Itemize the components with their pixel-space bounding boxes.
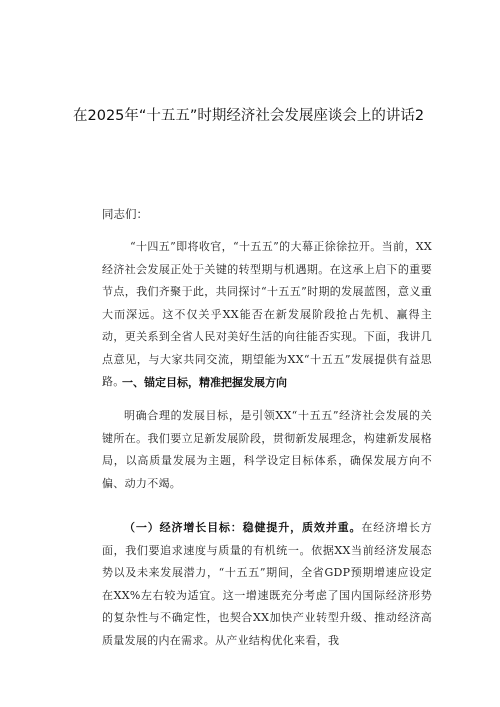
paragraph-economic-growth — [102, 517, 432, 652]
paragraph-goals: 明确合理的发展目标，是引领XX“十五五”经济社会发展的关键所在。我们要立足新发展阶段，贯彻新发展理念，构建新发展格局，以高质量发展为主题，科学设定目标体系，确保发展方向不偏、动力不竭。 — [102, 409, 432, 490]
document-title: 在2025年“十五五”时期经济社会发展座谈会上的讲话2 — [73, 108, 425, 124]
salutation: 同志们： — [102, 207, 148, 221]
paragraph-intro: “十四五”即将收官，“十五五”的大幕正徐徐拉开。当前，XX经济社会发展正处于关键的转型期与机遇期。在这承上启下的重要节点，我们齐聚于此，共同探讨“十五五”时期的发展蓝图，意义重大而深远。这不仅关乎XX能否在新发展阶段抢占先机、赢得主动，更关系到全省人民对美好生活的向往能否实现。下面，我讲几点意见，与大家共同交流，期望能为XX“十五五”发展提供有益思路。 — [102, 240, 432, 388]
subheading-economic-growth: （一）经济增长目标：稳健提升，质效并重。 — [124, 521, 362, 534]
paragraph-economic-growth-text: 在经济增长方面，我们要追求速度与质量的有机统一。依据XX当前经济发展态势以及未来发展潜力，“十五五”期间，全省GDP预期增速应设定在XX%左右较为适宜。这一增速既充分考虑了国内国际经济形势的复杂性与不确定性，也契合XX加快产业转型升级、推动经济高质量发展的内在需求。从产业结构优化来看，我 — [102, 521, 432, 647]
section-heading-1: 一、锚定目标，精准把握发展方向 — [122, 376, 287, 389]
